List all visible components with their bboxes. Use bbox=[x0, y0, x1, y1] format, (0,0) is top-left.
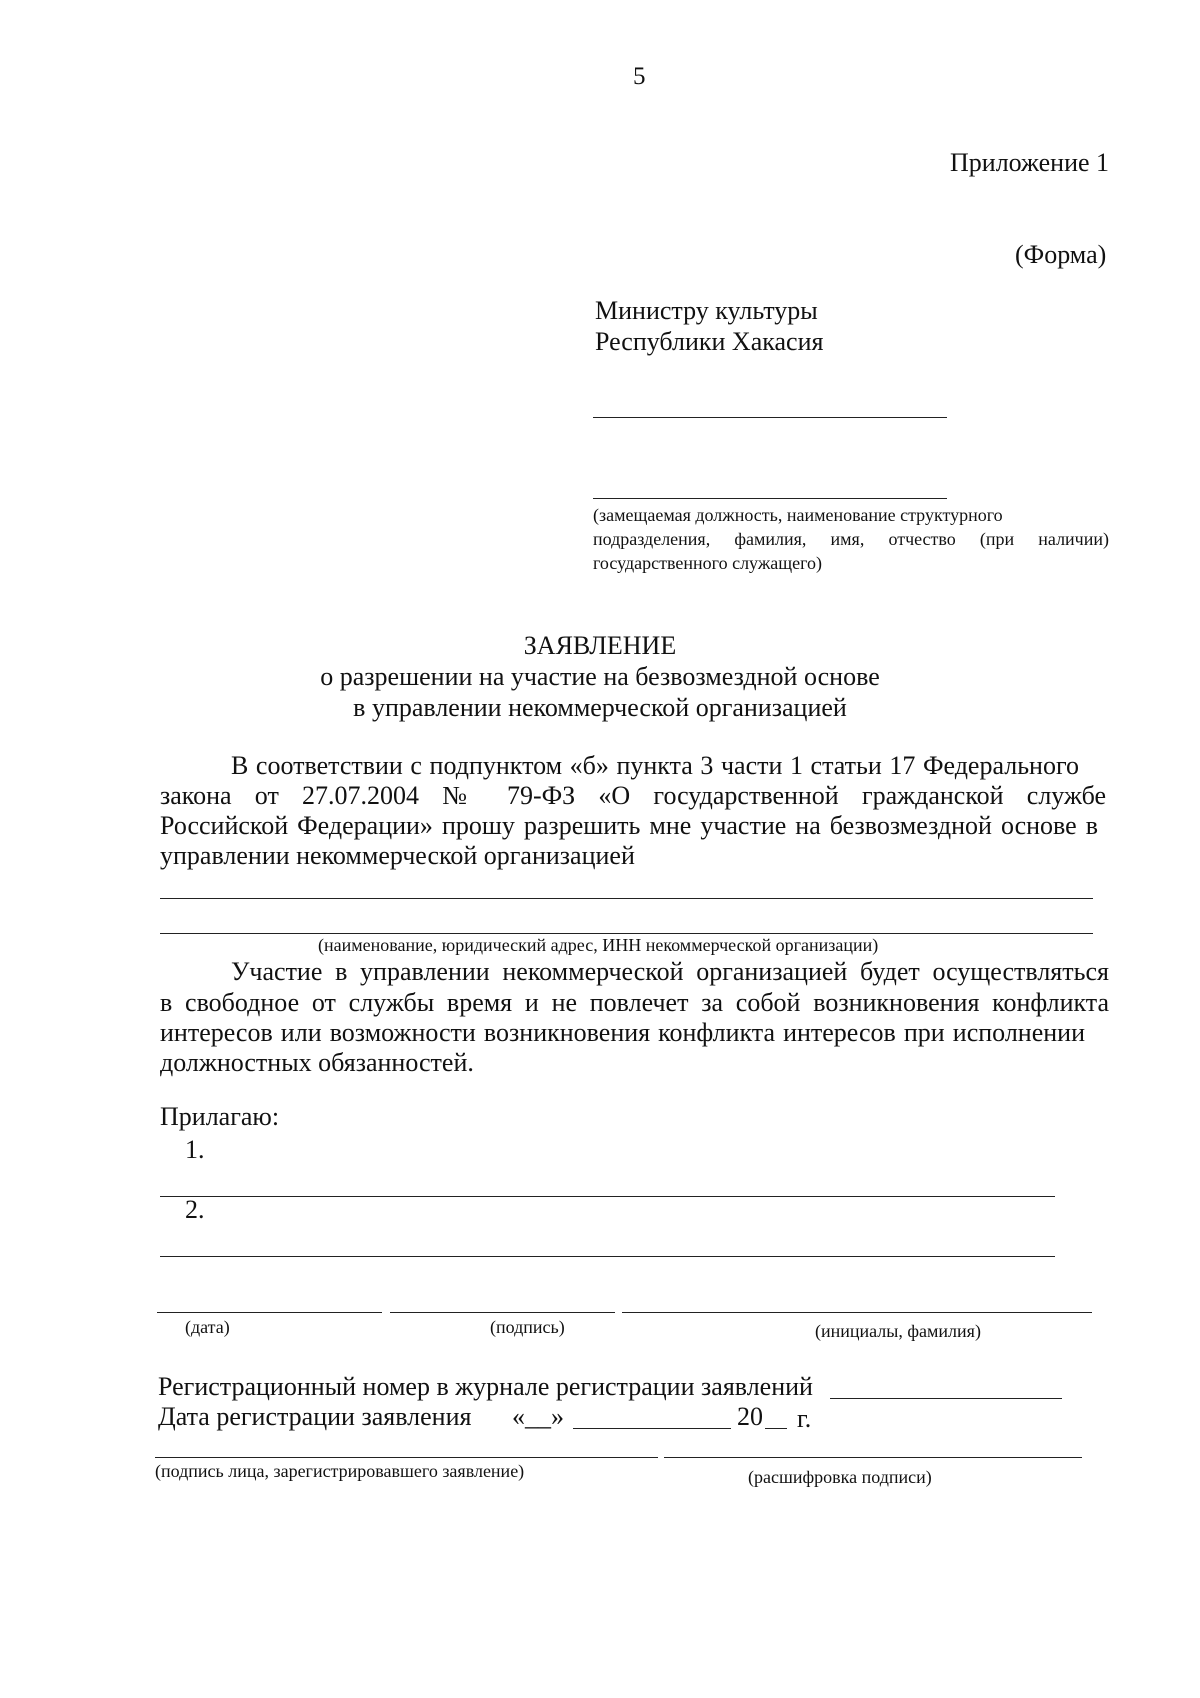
initials-blank-line bbox=[622, 1312, 1092, 1313]
org-caption: (наименование, юридический адрес, ИНН некоммерческой организации) bbox=[318, 935, 879, 955]
registrar-decoding-blank bbox=[664, 1457, 1082, 1458]
paragraph-2-line-1: Участие в управлении некоммерческой организацией будет осуществляться bbox=[231, 957, 1109, 986]
registration-year-suffix: г. bbox=[797, 1404, 812, 1433]
sender-blank-line-1 bbox=[593, 417, 947, 418]
form-label: (Форма) bbox=[1015, 240, 1107, 269]
signature-blank-line bbox=[390, 1312, 615, 1313]
attachment-blank-line-2 bbox=[160, 1256, 1055, 1257]
registration-date-label: Дата регистрации заявления bbox=[158, 1402, 472, 1431]
paragraph-1-line-2: закона от 27.07.2004 № 79-ФЗ «О государственной гражданской службе bbox=[160, 781, 1106, 810]
paragraph-2-line-3: интересов или возможности возникновения конфликта интересов при исполнении bbox=[160, 1018, 1085, 1047]
registrar-signature-blank bbox=[155, 1457, 658, 1458]
registration-year-prefix: 20 bbox=[737, 1402, 763, 1431]
initials-caption: (инициалы, фамилия) bbox=[815, 1321, 981, 1341]
addressee-line-2: Республики Хакасия bbox=[595, 327, 824, 356]
addressee-line-1: Министру культуры bbox=[595, 296, 818, 325]
paragraph-1-line-3: Российской Федерации» прошу разрешить мне участие на безвозмездной основе в bbox=[160, 811, 1098, 840]
registration-year-blank bbox=[765, 1428, 787, 1429]
attachment-item-2: 2. bbox=[185, 1195, 205, 1224]
paragraph-1-line-4: управлении некоммерческой организацией bbox=[160, 841, 635, 870]
paragraph-2-line-4: должностных обязанностей. bbox=[160, 1048, 474, 1077]
paragraph-1-line-1: В соответствии с подпунктом «б» пункта 3 части 1 статьи 17 Федерального bbox=[231, 751, 1079, 780]
sender-caption-line-2: подразделения, фамилия, имя, отчество (при наличии) bbox=[593, 529, 1109, 549]
registration-number-label: Регистрационный номер в журнале регистрации заявлений bbox=[158, 1372, 813, 1401]
attachment-blank-line-1 bbox=[160, 1196, 1055, 1197]
sender-blank-line-2 bbox=[593, 498, 947, 499]
document-subtitle-1: о разрешении на участие на безвозмездной основе bbox=[320, 662, 880, 691]
paragraph-2-line-2: в свободное от службы время и не повлечет за собой возникновения конфликта bbox=[160, 988, 1109, 1017]
registration-date-quote: «__» bbox=[512, 1402, 564, 1431]
registration-number-blank bbox=[830, 1398, 1062, 1399]
date-blank-line bbox=[157, 1312, 382, 1313]
document-title: ЗАЯВЛЕНИЕ bbox=[523, 631, 677, 660]
appendix-label: Приложение 1 bbox=[950, 148, 1110, 177]
attachment-item-1: 1. bbox=[185, 1135, 205, 1164]
registrar-signature-caption: (подпись лица, зарегистрировавшего заявление) bbox=[155, 1461, 525, 1481]
org-blank-line-1 bbox=[160, 898, 1093, 899]
signature-caption: (подпись) bbox=[490, 1317, 565, 1337]
page-number: 5 bbox=[633, 63, 646, 90]
attachments-label: Прилагаю: bbox=[160, 1102, 280, 1131]
document-subtitle-2: в управлении некоммерческой организацией bbox=[353, 693, 847, 722]
registrar-decoding-caption: (расшифровка подписи) bbox=[748, 1467, 932, 1487]
sender-caption-line-3: государственного служащего) bbox=[593, 553, 823, 573]
date-caption: (дата) bbox=[185, 1317, 230, 1337]
registration-month-blank bbox=[573, 1428, 731, 1429]
sender-caption-line-1: (замещаемая должность, наименование структурного bbox=[593, 505, 1003, 525]
